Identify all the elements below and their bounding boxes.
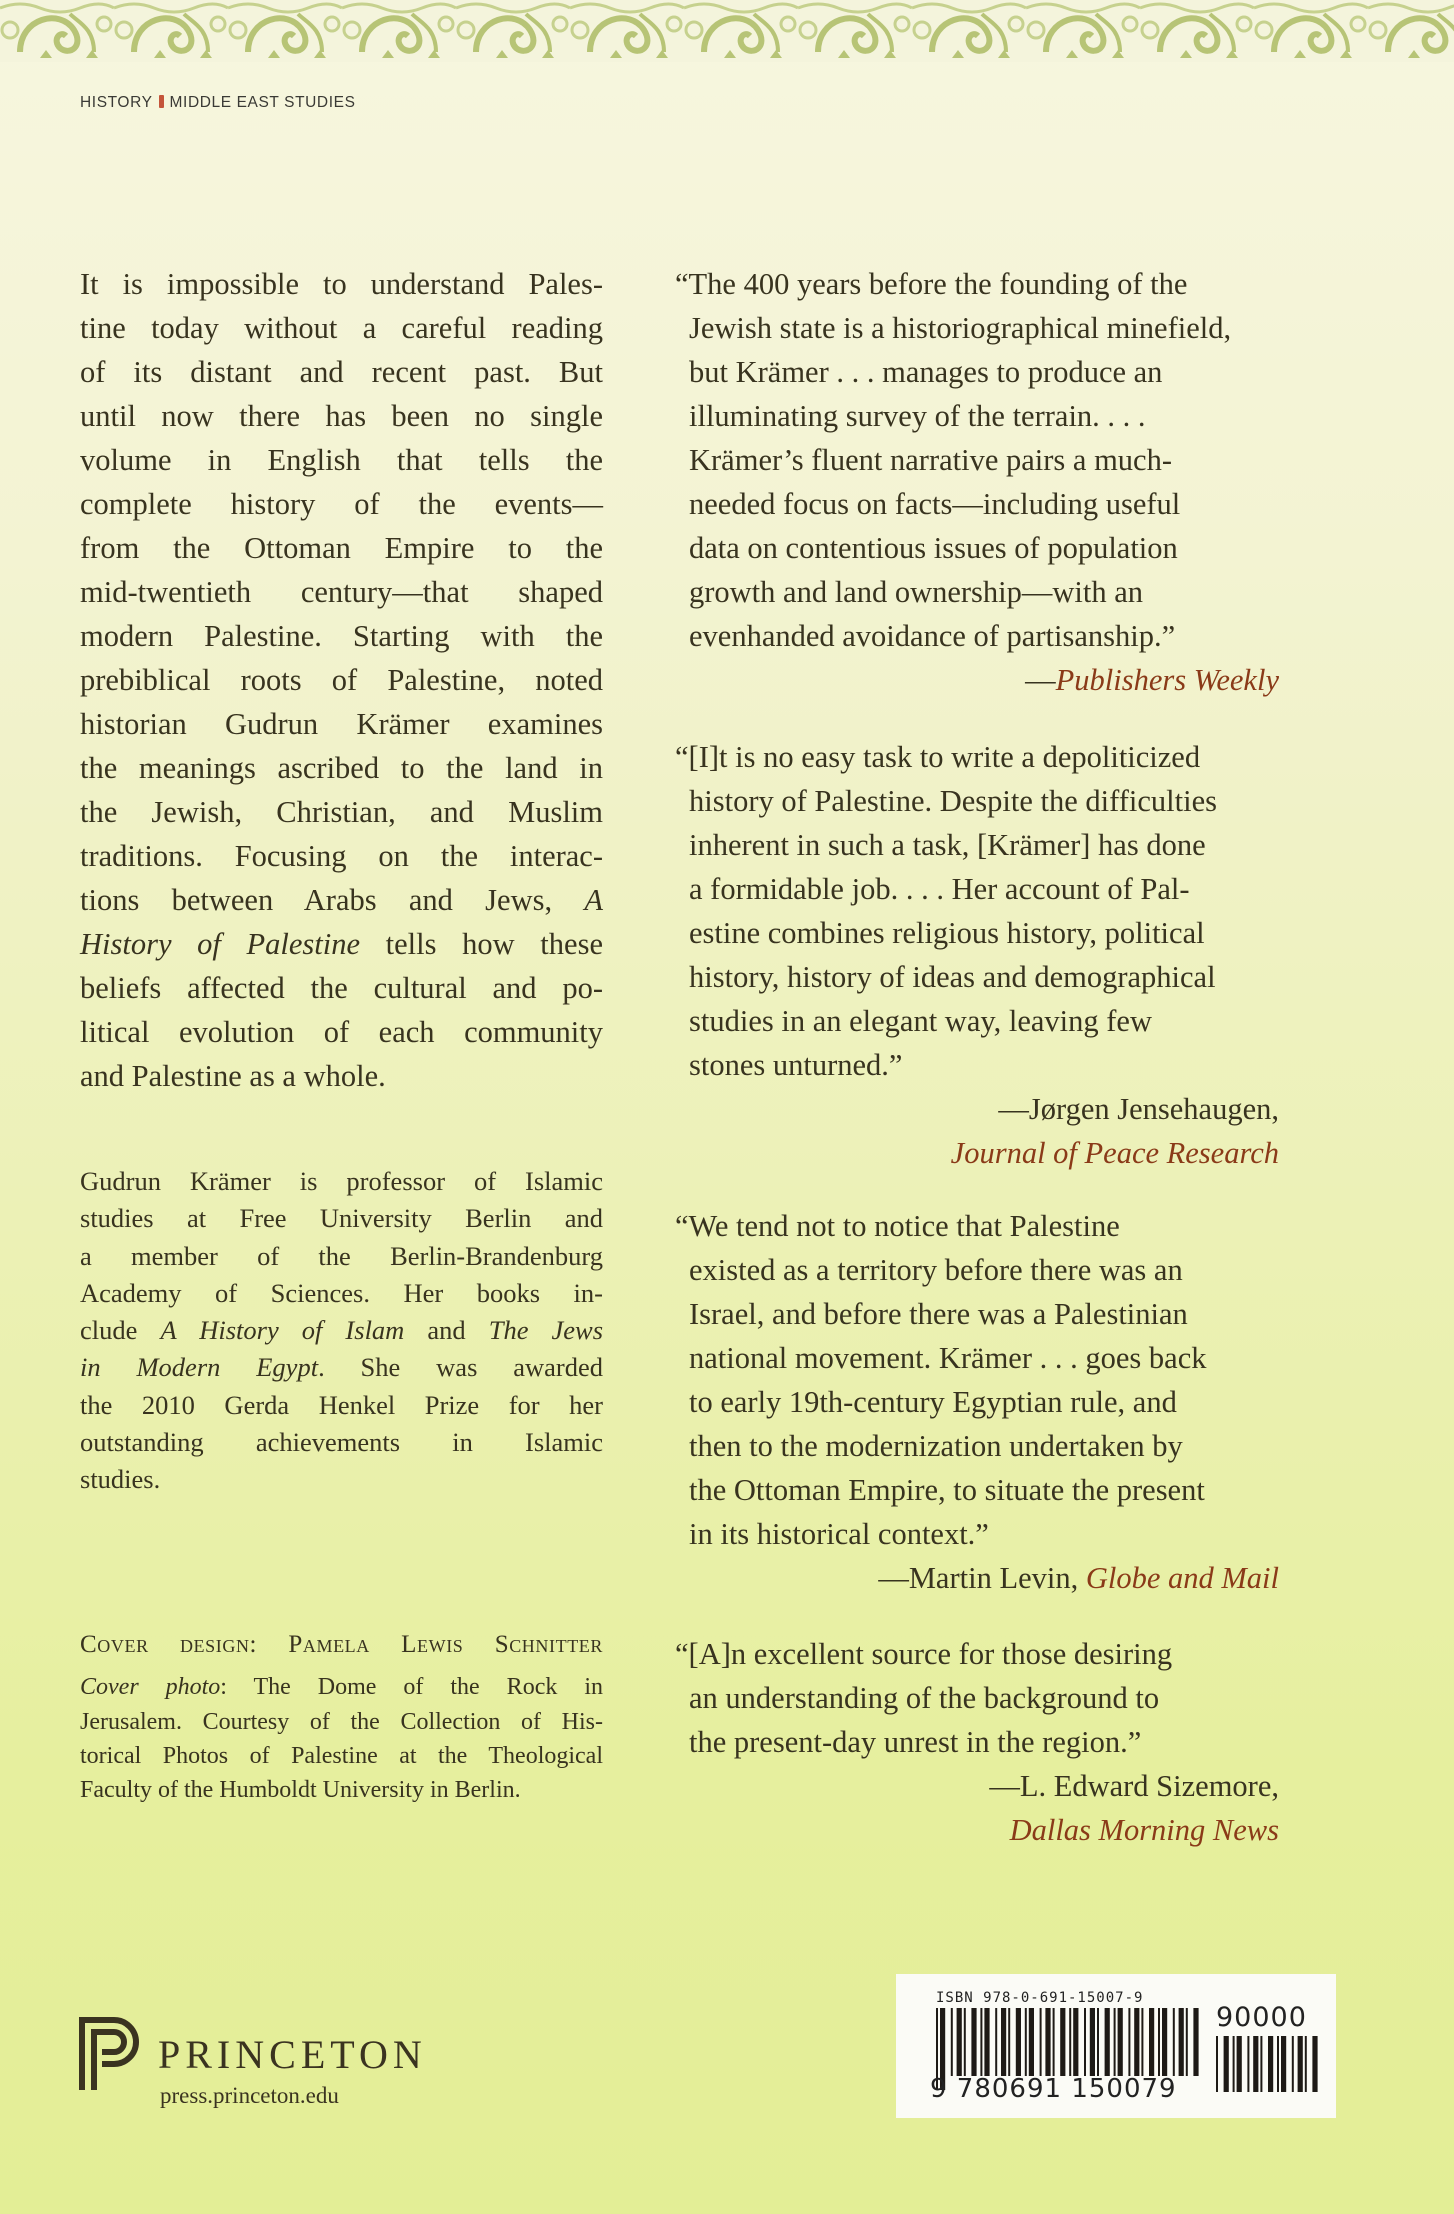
- quote-line: estine combines religious history, political: [689, 916, 1205, 950]
- italic-text: The Jews: [488, 1315, 604, 1346]
- barcode-bar: [1260, 2036, 1262, 2092]
- text-line: [80, 1163, 603, 1200]
- text-line: [80, 306, 603, 350]
- barcode-bar: [1016, 2008, 1021, 2076]
- text-segment: and Palestine as a whole.: [80, 1059, 386, 1093]
- barcode-bar: [1233, 2036, 1235, 2092]
- quote-attribution: [675, 1131, 1279, 1175]
- text-line: [80, 1238, 603, 1275]
- text-line: [80, 1670, 603, 1704]
- publisher-name: PRINCETON: [158, 2032, 427, 2077]
- isbn-label: ISBN 978-0-691-15007-9: [936, 1990, 1144, 2006]
- barcode-bar: [984, 2008, 989, 2076]
- text-line: [80, 614, 603, 658]
- italic-text: in Modern Egypt: [80, 1352, 319, 1383]
- barcode-bar: [1029, 2008, 1034, 2076]
- quote-line: existed as a territory before there was an: [689, 1253, 1183, 1287]
- text-segment: . She was awarded: [318, 1352, 603, 1383]
- text-segment: Gudrun Krämer is professor of Islamic: [80, 1166, 603, 1196]
- barcode-bar: [1134, 2008, 1139, 2076]
- text-segment: complete history of the events—: [80, 487, 603, 521]
- barcode-bar: [1292, 2036, 1294, 2092]
- quote-line: national movement. Krämer . . . goes back: [689, 1341, 1207, 1375]
- attribution-text: —L. Edward Sizemore,: [989, 1769, 1279, 1803]
- text-line: [80, 1054, 603, 1098]
- barcode-bar: [951, 2008, 953, 2076]
- isbn-barcode: [896, 1974, 1336, 2118]
- barcode-bar: [1173, 2008, 1175, 2076]
- text-line: [80, 350, 603, 394]
- princeton-p-logo-icon: [78, 2016, 142, 2090]
- text-line: [80, 922, 603, 966]
- barcode-bar: [995, 2008, 997, 2076]
- barcode-bar: [1001, 2008, 1006, 2076]
- barcode-bar: [1060, 2008, 1065, 2076]
- quote-attribution: [675, 1556, 1279, 1600]
- quote-line: stones unturned.”: [689, 1048, 903, 1082]
- barcode-bar: [971, 2008, 976, 2076]
- quote-line: evenhanded avoidance of partisanship.”: [689, 619, 1176, 653]
- barcode-bar: [1298, 2036, 1303, 2092]
- text-line: [80, 1200, 603, 1237]
- text-segment: a member of the Berlin-Brandenburg: [80, 1240, 603, 1271]
- barcode-bar: [1053, 2008, 1055, 2076]
- quote-line: “[A]n excellent source for those desiring: [675, 1637, 1173, 1671]
- text-segment: beliefs affected the cultural and po-: [80, 971, 603, 1005]
- text-segment: tions between Arabs and Jews,: [80, 883, 585, 917]
- barcode-bar: [1141, 2008, 1143, 2076]
- text-segment: Faculty of the Humboldt University in Berlin.: [80, 1777, 521, 1804]
- barcode-bar: [1118, 2008, 1123, 2076]
- source-name: Publishers Weekly: [1055, 663, 1279, 697]
- quote-line: the present-day unrest in the region.”: [689, 1725, 1142, 1759]
- text-line: [80, 570, 603, 614]
- source-name: Globe and Mail: [1085, 1561, 1279, 1595]
- barcode-bar: [1305, 2036, 1307, 2092]
- text-segment: until now there has been no single: [80, 399, 603, 433]
- text-segment: : The Dome of the Rock in: [220, 1674, 603, 1701]
- quote-line: needed focus on facts—including useful: [689, 487, 1181, 521]
- quote-line: to early 19th-century Egyptian rule, and: [689, 1385, 1177, 1419]
- text-segment: of its distant and recent past. But: [80, 355, 603, 389]
- barcode-bar: [1216, 2036, 1218, 2092]
- text-segment: and: [404, 1315, 489, 1346]
- italic-text: A: [584, 883, 603, 917]
- attribution-text: —: [1025, 663, 1056, 697]
- text-segment: from the Ottoman Empire to the: [80, 531, 603, 565]
- barcode-bar: [1025, 2008, 1027, 2076]
- text-line: [80, 1387, 603, 1424]
- review-quote-publishers-weekly: [675, 262, 1335, 702]
- text-segment: volume in English that tells the: [80, 443, 603, 477]
- quote-line: history, history of ideas and demographical: [689, 960, 1216, 994]
- text-line: [80, 1424, 603, 1461]
- quote-line: but Krämer . . . manages to produce an: [689, 355, 1163, 389]
- price-code: 90000: [1216, 2002, 1307, 2033]
- text-segment: litical evolution of each community: [80, 1015, 603, 1049]
- text-line: [80, 1312, 603, 1349]
- text-line: [80, 1010, 603, 1054]
- barcode-bar: [1069, 2008, 1071, 2076]
- barcode-bar: [1281, 2036, 1286, 2092]
- quote-line: inherent in such a task, [Krämer] has done: [689, 828, 1206, 862]
- text-line: [80, 394, 603, 438]
- text-segment: prebiblical roots of Palestine, noted: [80, 663, 603, 697]
- text-line: [80, 262, 603, 306]
- text-line: [80, 1461, 603, 1498]
- barcode-bar: [1277, 2036, 1279, 2092]
- text-line: [80, 834, 603, 878]
- review-quote-dallas-morning-news: [675, 1632, 1335, 1852]
- quote-line: in its historical context.”: [689, 1517, 989, 1551]
- quote-attribution: [675, 1764, 1279, 1808]
- text-segment: studies at Free University Berlin and: [80, 1203, 603, 1234]
- publisher-url[interactable]: press.princeton.edu: [160, 2083, 339, 2108]
- attribution-text: —Jørgen Jensehaugen,: [998, 1092, 1279, 1126]
- text-segment: clude: [80, 1315, 161, 1346]
- barcode-bar: [1158, 2008, 1160, 2076]
- author-bio: [80, 1163, 603, 1499]
- quote-attribution: [675, 1808, 1279, 1852]
- ornamental-border: [0, 0, 1454, 62]
- barcode-bar: [1253, 2036, 1258, 2092]
- barcode-bar: [1224, 2036, 1229, 2092]
- barcode-bar: [1045, 2008, 1050, 2076]
- text-line: [80, 966, 603, 1010]
- barcode-bar: [1008, 2008, 1010, 2076]
- text-line: [80, 482, 603, 526]
- category-label: [80, 94, 356, 112]
- text-segment: modern Palestine. Starting with the: [80, 619, 603, 653]
- barcode-bar: [1105, 2008, 1110, 2076]
- text-line: [80, 1275, 603, 1312]
- text-line: [80, 746, 603, 790]
- book-description: [80, 262, 603, 1098]
- text-segment: Jerusalem. Courtesy of the Collection of His-: [80, 1708, 603, 1735]
- cover-credits: [80, 1628, 603, 1807]
- quote-attribution: [675, 658, 1279, 702]
- barcode-bar: [1247, 2036, 1249, 2092]
- text-segment: the Jewish, Christian, and Muslim: [80, 795, 603, 829]
- source-name: Journal of Peace Research: [950, 1136, 1279, 1170]
- barcode-bar: [1162, 2008, 1167, 2076]
- quote-line: data on contentious issues of population: [689, 531, 1178, 565]
- barcode-bar: [1237, 2036, 1242, 2092]
- quote-line: an understanding of the background to: [689, 1681, 1160, 1715]
- quote-line: “[I]t is no easy task to write a depoliticized: [675, 740, 1201, 774]
- quote-line: studies in an elegant way, leaving few: [689, 1004, 1152, 1038]
- barcode-bar: [964, 2008, 966, 2076]
- text-segment: tells how these: [360, 927, 603, 961]
- text-line: [80, 878, 603, 922]
- text-line: [80, 526, 603, 570]
- text-segment: traditions. Focusing on the interac-: [80, 839, 603, 873]
- text-line: [80, 658, 603, 702]
- review-quote-globe-and-mail: [675, 1204, 1335, 1600]
- quote-line: illuminating survey of the terrain. . . .: [689, 399, 1146, 433]
- attribution-text: —Martin Levin,: [878, 1561, 1086, 1595]
- barcode-bar: [957, 2008, 962, 2076]
- text-line: [80, 702, 603, 746]
- quote-line: Jewish state is a historiographical minefield,: [689, 311, 1232, 345]
- quote-attribution: [675, 1087, 1279, 1131]
- quote-line: then to the modernization undertaken by: [689, 1429, 1183, 1463]
- barcode-bar: [1268, 2036, 1273, 2092]
- barcode-bar: [1179, 2008, 1184, 2076]
- text-segment: Academy of Sciences. Her books in-: [80, 1277, 603, 1308]
- text-segment: mid-twentieth century—that shaped: [80, 575, 603, 609]
- barcode-bar: [1084, 2008, 1086, 2076]
- source-name: Dallas Morning News: [1009, 1813, 1279, 1847]
- italic-text: Cover photo: [80, 1674, 221, 1701]
- cover-design-credit: Cover design: Pamela Lewis Schnitter: [80, 1631, 603, 1658]
- barcode-bar: [1193, 2008, 1198, 2076]
- quote-line: history of Palestine. Despite the difficulties: [689, 784, 1218, 818]
- review-quote-journal-of-peace-research: [675, 735, 1335, 1175]
- barcode-bar: [1090, 2008, 1095, 2076]
- text-segment: torical Photos of Palestine at the Theological: [80, 1742, 603, 1769]
- barcode-bar: [1312, 2036, 1317, 2092]
- text-segment: the 2010 Gerda Henkel Prize for her: [80, 1389, 603, 1420]
- quote-line: Krämer’s fluent narrative pairs a much-: [689, 443, 1172, 477]
- barcode-bar: [1186, 2008, 1188, 2076]
- text-line: [80, 1739, 603, 1773]
- quote-line: a formidable job. . . . Her account of Pal-: [689, 872, 1190, 906]
- category-middle-east: MIDDLE EAST STUDIES: [169, 94, 356, 111]
- barcode-bar: [1097, 2008, 1099, 2076]
- quote-line: growth and land ownership—with an: [689, 575, 1144, 609]
- quote-line: Israel, and before there was a Palestinian: [689, 1297, 1188, 1331]
- quote-line: the Ottoman Empire, to situate the present: [689, 1473, 1205, 1507]
- text-segment: historian Gudrun Krämer examines: [80, 707, 603, 741]
- text-line: [80, 790, 603, 834]
- text-segment: It is impossible to understand Pales-: [80, 267, 603, 301]
- quote-line: “The 400 years before the founding of the: [675, 267, 1188, 301]
- text-line: [80, 1773, 603, 1807]
- text-segment: studies.: [80, 1464, 161, 1495]
- text-line: [80, 1705, 603, 1739]
- barcode-bar: [1040, 2008, 1042, 2076]
- barcode-bar: [1128, 2008, 1130, 2076]
- barcode-bar: [1149, 2008, 1154, 2076]
- barcode-number: 9 780691 150079: [930, 2074, 1177, 2104]
- category-history: HISTORY: [80, 94, 153, 111]
- italic-text: A History of Islam: [160, 1315, 405, 1346]
- quote-line: “We tend not to notice that Palestine: [675, 1209, 1120, 1243]
- category-separator: [159, 95, 164, 108]
- text-line: [80, 1349, 603, 1386]
- barcode-bar: [1114, 2008, 1116, 2076]
- text-segment: the meanings ascribed to the land in: [80, 751, 603, 785]
- text-segment: outstanding achievements in Islamic: [80, 1427, 603, 1458]
- addon-barcode-bars: [1214, 2036, 1324, 2092]
- barcode-bar: [980, 2008, 982, 2076]
- barcode-bar: [1073, 2008, 1078, 2076]
- italic-text: History of Palestine: [80, 927, 361, 961]
- text-segment: tine today without a careful reading: [80, 311, 603, 345]
- text-line: [80, 438, 603, 482]
